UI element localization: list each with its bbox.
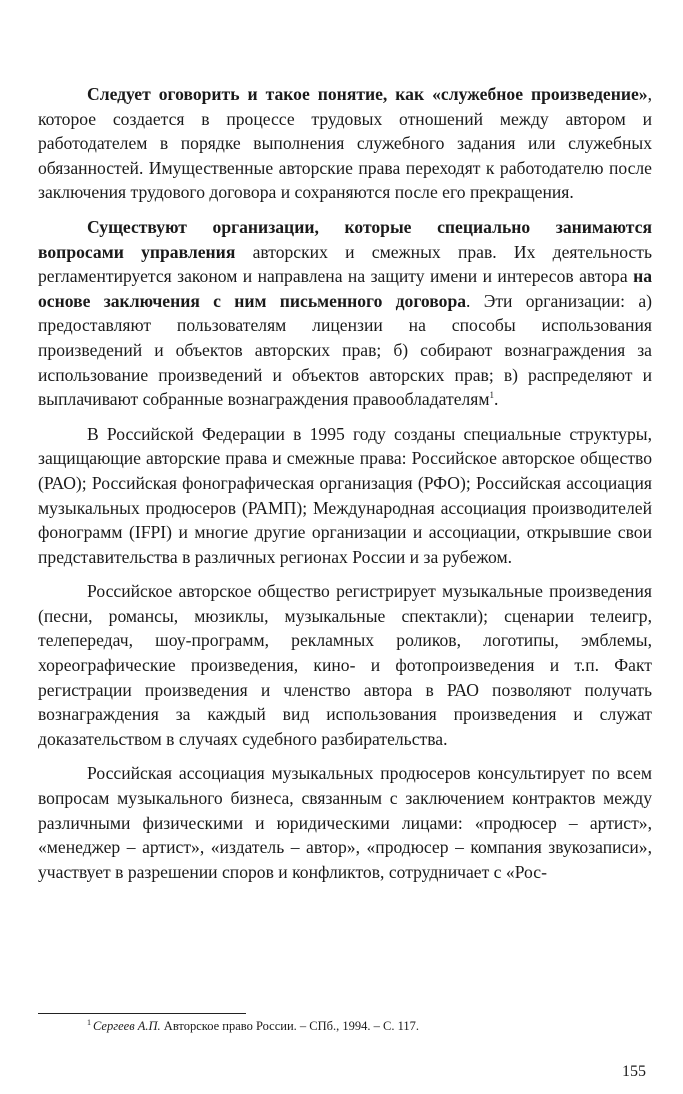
footnote-divider [38,1013,246,1014]
body-text: . [494,389,499,410]
footnote-marker: 1 [87,1017,91,1027]
footnote-reference: 1 [489,390,495,401]
body-text: В Российской Федерации в 1995 году созданы специальные структуры, защищающие авторские права и смежные права: Российское авторское общество (РАО); Российская фонографическая организация (РФО); Российская ассоциация музыкальных продюсеров (РАМП); Международная ассоциация производителей фонограмм (IFPI) и многие другие организации и ассоциации, открывшие свои представительства в различных регионах России и за рубежом. [38,423,652,567]
body-text: Российское авторское общество регистрирует музыкальные произведения (песни, романсы, мюзиклы, музыкальные спектакли); сценарии телеигр, телепередач, шоу-программ, рекламных роликов, логотипы, эмблемы, хореографические произведения, кино- и фотопроизведения и т.п. Факт регистрации произведения и членство автора в РАО позволяют получать вознаграждения за каждый вид использования произведения и служат доказательством в случаях судебного разбирательства. [38,581,652,749]
paragraph [38,215,652,412]
body-text: Российская ассоциация музыкальных продюсеров консультирует по всем вопросам музыкального бизнеса, связанным с заключением контрактов между различными физическими и юридическими лицами: «продюсер – артист», «менеджер – артист», «издатель – автор», «продюсер – компания звукозаписи», участвует в разрешении споров и конфликтов, сотрудничает с «Рос- [38,763,652,882]
bold-text: Следует оговорить и такое понятие, как «служебное произведение» [87,84,648,104]
paragraph [38,761,652,884]
bold-text: на основе заключения с ним письменного договора [38,266,652,311]
bold-text: Существуют организации, которые специально занимаются вопросами управления [38,216,652,262]
footnote-author: Сергеев А.П. [93,1019,161,1033]
page-body [38,82,652,884]
footnote [87,1018,419,1034]
page-number: 155 [622,1063,646,1080]
paragraph [38,82,652,205]
body-text: . Эти организации: а) предоставляют пользователям лицензии на способы использования произведений и объектов авторских прав; б) собирают вознаграждения за использование произведений и объектов авторских прав; в) распределяют и выплачивают собранные вознаграждения правообладателям [38,290,653,410]
footnote-text: Авторское право России. – СПб., 1994. – С. 117. [160,1019,419,1033]
paragraph [38,422,652,570]
body-text: , которое создается в процессе трудовых отношений между автором и работодателем в порядке выполнения служебного задания или служебных обязанностей. Имущественные авторские права переходят к работодателю после заключения трудового договора и сохраняются после его прекращения. [38,84,652,203]
paragraph [38,579,652,751]
body-text: авторских и смежных прав. Их деятельность регламентируется законом и направлена на защиту имени и интересов автора [38,241,652,287]
